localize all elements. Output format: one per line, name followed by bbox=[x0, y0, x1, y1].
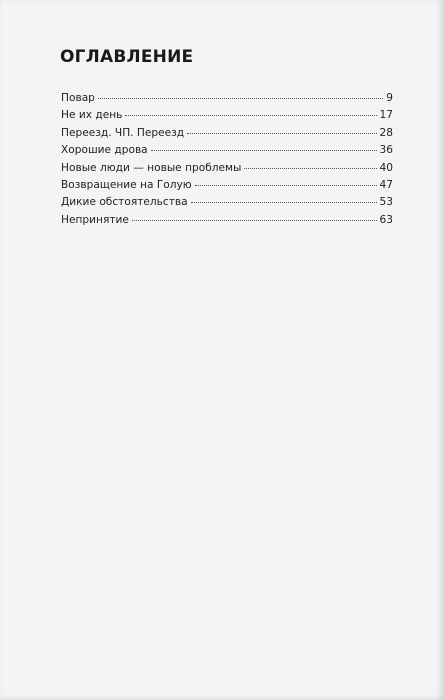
toc-entry-page-number: 28 bbox=[379, 126, 393, 139]
toc-dot-leader bbox=[187, 133, 376, 134]
toc-entry-page-number: 47 bbox=[379, 178, 393, 191]
toc-entry-title: Переезд. ЧП. Переезд bbox=[61, 126, 185, 139]
toc-entry-title: Возвращение на Голую bbox=[61, 178, 192, 191]
toc-dot-leader bbox=[98, 98, 383, 99]
page-edge-shadow bbox=[435, 0, 445, 700]
toc-entry bbox=[61, 142, 393, 159]
toc-entry bbox=[61, 107, 393, 124]
toc-entry-page-number: 17 bbox=[379, 109, 393, 122]
toc-entry bbox=[61, 125, 393, 142]
toc-entry bbox=[61, 177, 393, 194]
toc-entry-title: Повар bbox=[61, 92, 95, 104]
toc-entry-title: Дикие обстоятельства bbox=[61, 196, 188, 209]
toc-entry bbox=[61, 194, 393, 211]
toc-dot-leader bbox=[132, 220, 377, 221]
toc-entry-page-number: 40 bbox=[379, 161, 393, 174]
toc-dot-leader bbox=[195, 185, 377, 186]
toc-entry bbox=[61, 212, 393, 229]
toc-dot-leader bbox=[125, 115, 376, 116]
toc-entry-page-number: 9 bbox=[386, 92, 393, 104]
toc-entry-title: Не их день bbox=[61, 109, 123, 122]
table-of-contents-title: ОГЛАВЛЕНИЕ bbox=[60, 47, 194, 67]
toc-entry-title: Непринятие bbox=[61, 213, 129, 226]
toc-dot-leader bbox=[151, 150, 377, 151]
toc-entry-title: Новые люди — новые проблемы bbox=[61, 161, 242, 174]
toc-entry-page-number: 36 bbox=[379, 144, 393, 157]
toc-entry-title: Хорошие дрова bbox=[61, 144, 148, 157]
toc-entry-page-number: 63 bbox=[379, 213, 393, 226]
toc-dot-leader bbox=[191, 202, 377, 203]
table-of-contents bbox=[61, 90, 393, 229]
toc-dot-leader bbox=[244, 168, 376, 169]
toc-entry bbox=[61, 160, 393, 177]
toc-entry bbox=[61, 90, 393, 107]
toc-entry-page-number: 53 bbox=[379, 196, 393, 209]
